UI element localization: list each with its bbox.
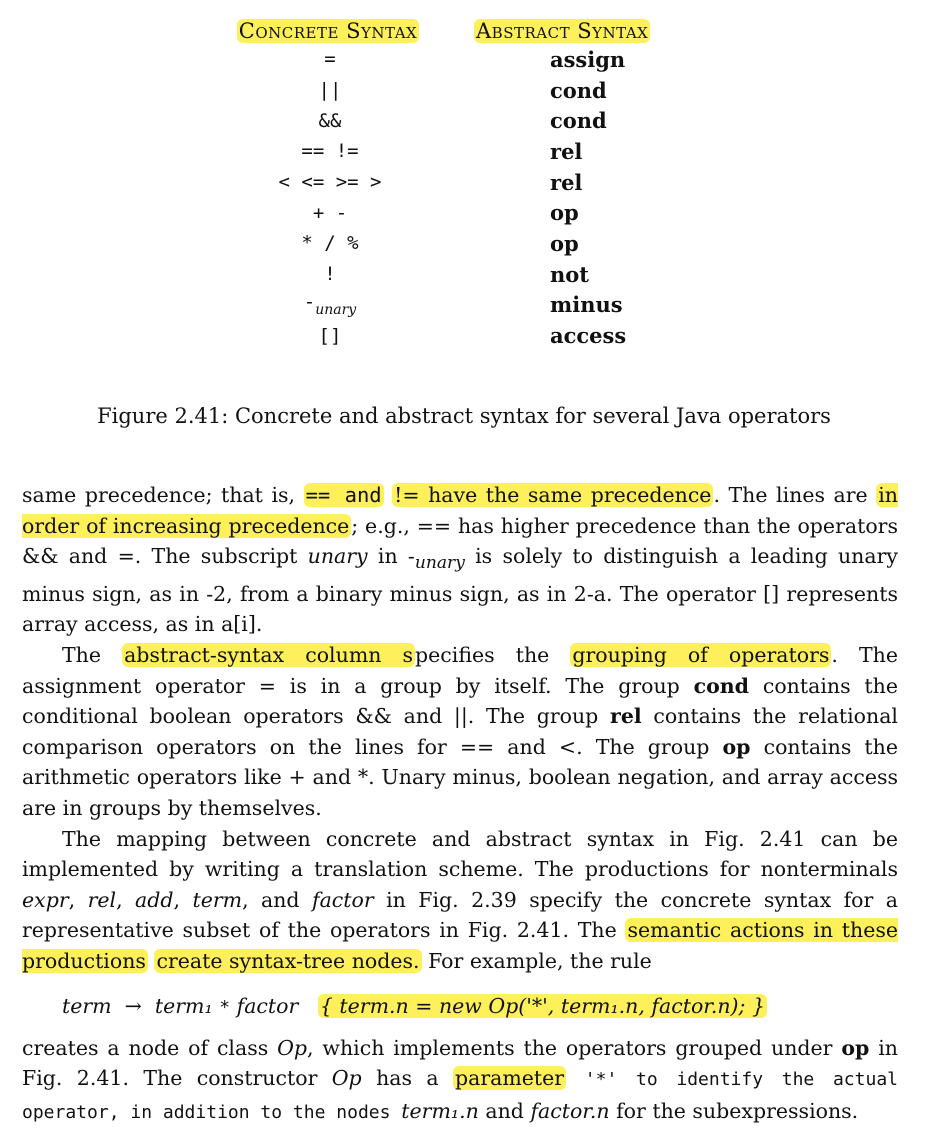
highlight: semantic actions in these productions (22, 918, 899, 973)
highlight: abstract-syntax column s (124, 643, 414, 668)
abstract-group: rel (550, 169, 583, 195)
highlight: != have the same precedence (394, 483, 712, 507)
table-row (190, 320, 750, 351)
highlight: == and (305, 483, 382, 507)
concrete-operator: * / % (301, 232, 359, 255)
figure-caption: Figure 2.41: Concrete and abstract syntax for several Java operators (97, 404, 831, 428)
operator-subscript: unary (315, 302, 357, 319)
semantic-action: { term.n = new Op('*', term₁.n, factor.n); } (319, 993, 766, 1018)
table-row (190, 105, 750, 136)
abstract-group: not (550, 261, 589, 287)
table-row (190, 259, 750, 290)
table-row (190, 290, 750, 321)
table-row (190, 44, 750, 75)
concrete-operator: || (318, 79, 342, 102)
highlight: parameter (454, 1066, 565, 1091)
abstract-group: cond (550, 108, 607, 134)
concrete-operator: = (324, 48, 336, 71)
abstract-group: cond (550, 77, 607, 103)
abstract-group: assign (550, 46, 626, 72)
table-row (190, 136, 750, 167)
abstract-group: access (550, 323, 627, 349)
concrete-operator: < <= >= > (278, 171, 382, 194)
concrete-operator: && (318, 109, 342, 132)
highlight: in order of increasing precedence (22, 483, 898, 538)
syntax-table (190, 18, 750, 351)
table-row (190, 167, 750, 198)
paragraph-3: The mapping between concrete and abstract syntax in Fig. 2.41 can be implemented by writing a translation scheme. The productions for nonterminals expr, rel, add, term, and factor in Fig. 2.39 specify the concrete syntax for a representative subset of the operators in Fig. 2.41. The semantic actions in these productions create syntax-tree nodes. For example, the rule (22, 826, 899, 973)
highlight: create syntax-tree nodes. (156, 949, 420, 973)
abstract-group: minus (550, 292, 623, 318)
paragraph-4: creates a node of class Op, which implements the operators grouped under op in Fig. 2.41. The constructor Op has a parameter '*' to identify the actual operator, in addition to the nodes term₁.n and factor.n for the subexpressions. (22, 1035, 899, 1123)
table-row (190, 75, 750, 106)
concrete-operator: + - (312, 201, 348, 224)
table-header (190, 18, 750, 44)
concrete-operator: - (303, 291, 316, 314)
table-row (190, 228, 750, 259)
body-text (22, 480, 898, 1128)
abstract-group: op (550, 200, 579, 226)
translation-rule: term → term₁ * factor { term.n = new Op('*', term₁.n, factor.n); } (62, 993, 766, 1018)
concrete-operator: [] (318, 324, 342, 347)
table-row (190, 197, 750, 228)
concrete-operator: == != (301, 140, 359, 163)
paragraph-1: same precedence; that is, == and != have the same precedence. The lines are in order of increasing precedence; e.g., == has higher precedence than the operators && and =. The subscript unary in $-_{unary}$ is solely to distinguish a leading unary minus sign, as in -2, from a binary minus sign, as in 2-a. The operator [] represents array access, as in a[i]. (22, 483, 898, 637)
paragraph-2: The abstract-syntax column specifies the grouping of operators. The assignment operator = is in a group by itself. The group cond contains the conditional boolean operators && and ||. The group rel contains the relational comparison operators on the lines for == and <. The group op contains the arithmetic operators like + and *. Unary minus, boolean negation, and array access are in groups by themselves. (22, 643, 899, 821)
header-concrete: Concrete Syntax (238, 19, 418, 43)
abstract-group: rel (550, 138, 583, 164)
concrete-operator: ! (324, 263, 336, 286)
header-abstract: Abstract Syntax (476, 19, 649, 43)
highlight: grouping of operators (572, 643, 830, 668)
abstract-group: op (550, 230, 579, 256)
